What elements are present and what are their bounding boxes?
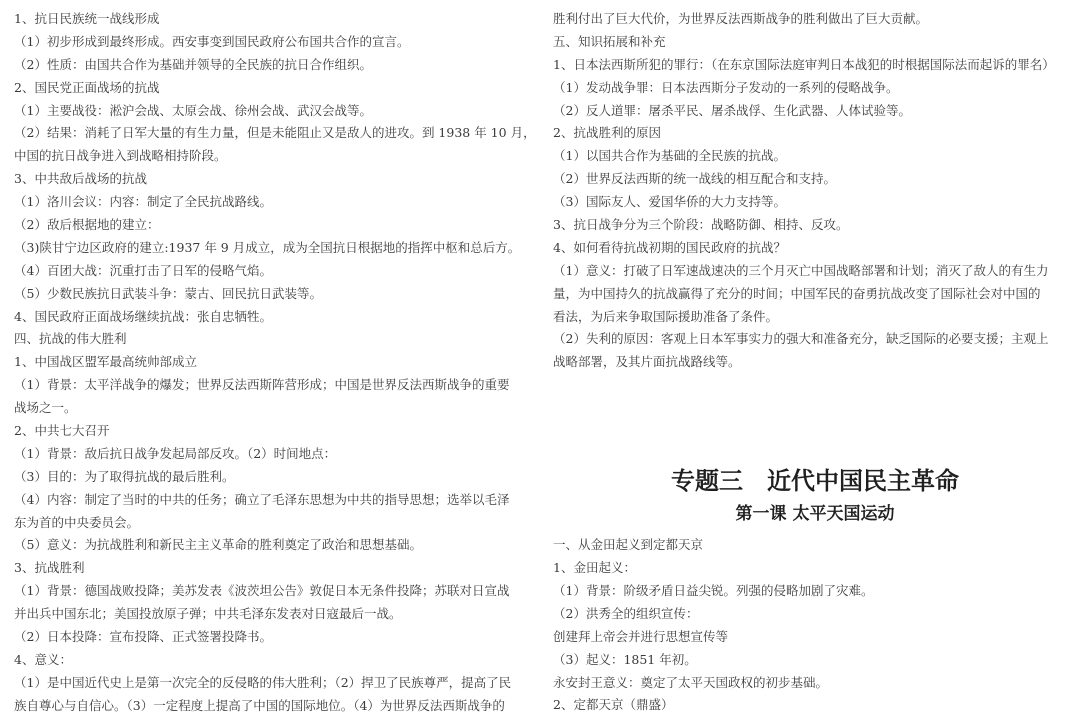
text-line: 2、国民党正面战场的抗战 <box>14 79 160 95</box>
text-line: （1）以国共合作为基础的全民族的抗战。 <box>553 148 786 164</box>
text-line: （2）敌后根据地的建立： <box>14 217 160 233</box>
text-line: 创建拜上帝会并进行思想宣传等 <box>553 628 729 644</box>
text-line: 4、如何看待抗战初期的国民政府的抗战？ <box>553 239 786 255</box>
text-line: （1）背景：阶级矛盾日益尖锐。列强的侵略加剧了灾难。 <box>553 583 874 599</box>
text-line: 1、日本法西斯所犯的罪行：（在东京国际法庭审判日本战犯的时根据国际法而起诉的罪名） <box>553 56 1055 72</box>
text-line: （2）性质：由国共合作为基础并领导的全民族的抗日合作组织。 <box>14 56 372 72</box>
text-line: 2、定都天京（鼎盛） <box>553 697 674 713</box>
text-line: （1）背景：太平洋战争的爆发；世界反法西斯阵营形成；中国是世界反法西斯战争的重要 <box>14 377 510 393</box>
text-line: （3）国际友人、爱国华侨的大力支持等。 <box>553 194 786 210</box>
text-line: （2）洪秀全的组织宣传： <box>553 605 699 621</box>
text-line: 四、抗战的伟大胜利 <box>14 331 127 347</box>
text-line: 并出兵中国东北；美国投放原子弹；中共毛泽东发表对日寇最后一战。 <box>14 606 402 622</box>
text-line: （2）失利的原因：客观上日本军事实力的强大和准备充分，缺乏国际的必要支援；主观上 <box>553 331 1049 347</box>
text-line: 看法，为后来争取国际援助准备了条件。 <box>553 308 779 324</box>
text-line: 4、意义： <box>14 651 72 667</box>
text-line: （3)陕甘宁边区政府的建立:1937 年 9 月成立，成为全国抗日根据地的指挥中枢和总后方。 <box>14 239 521 255</box>
text-line: 3、抗战胜利 <box>14 560 85 576</box>
text-line: （5）少数民族抗日武装斗争：蒙古、回民抗日武装等。 <box>14 285 322 301</box>
text-line: （1）意义：打破了日军速战速决的三个月灭亡中国战略部署和计划；消灭了敌人的有生力 <box>553 262 1049 278</box>
text-line: 量，为中国持久的抗战赢得了充分的时间；中国军民的奋勇抗战改变了国际社会对中国的 <box>553 285 1041 301</box>
section-title: 专题三 近代中国民主革命 <box>671 466 959 496</box>
text-line: （1）是中国近代史上是第一次完全的反侵略的伟大胜利；（2）捍卫了民族尊严，提高了民 <box>14 674 512 690</box>
text-line: （4）内容：制定了当时的中共的任务；确立了毛泽东思想为中共的指导思想；选举以毛泽 <box>14 491 510 507</box>
text-line: （1）背景：德国战败投降；美苏发表《波茨坦公告》敦促日本无条件投降；苏联对日宣战 <box>14 583 510 599</box>
text-line: （3）起义：1851 年初。 <box>553 651 697 667</box>
text-line: （3）目的：为了取得抗战的最后胜利。 <box>14 468 235 484</box>
text-line: 中国的抗日战争进入到战略相持阶段。 <box>14 148 227 164</box>
text-line: 4、国民政府正面战场继续抗战：张自忠牺牲。 <box>14 308 272 324</box>
text-line: （1）洛川会议：内容：制定了全民抗战路线。 <box>14 194 272 210</box>
text-line: （2）结果：消耗了日军大量的有生力量，但是未能阻止又是敌人的进攻。到 1938 年 10 月， <box>14 125 536 141</box>
text-line: 一、从金田起义到定都天京 <box>553 537 704 553</box>
text-line: （2）日本投降：宣布投降、正式签署投降书。 <box>14 629 272 645</box>
text-line: （1）背景：敌后抗日战争发起局部反攻。（2）时间地点： <box>14 445 337 461</box>
text-line: （5）意义：为抗战胜利和新民主主义革命的胜利奠定了政治和思想基础。 <box>14 537 422 553</box>
text-line: 2、抗战胜利的原因 <box>553 125 661 141</box>
text-line: 五、知识拓展和补充 <box>553 33 666 49</box>
text-line: 族自尊心与自信心。（3）一定程度上提高了中国的国际地位。（4）为世界反法西斯战争的 <box>14 697 505 713</box>
text-line: 2、中共七大召开 <box>14 423 110 439</box>
right-column-bottom-text <box>553 534 1077 717</box>
left-column <box>14 8 538 718</box>
text-line: （1）初步形成到最终形成。西安事变到国民政府公布国共合作的宣言。 <box>14 33 410 49</box>
right-column <box>553 8 1077 717</box>
text-line: （2）世界反法西斯的统一战线的相互配合和支持。 <box>553 171 836 187</box>
text-line: 东为首的中央委员会。 <box>14 514 140 530</box>
text-line: 1、金田起义： <box>553 560 636 576</box>
text-line: 战场之一。 <box>14 400 77 416</box>
text-line: （4）百团大战：沉重打击了日军的侵略气焰。 <box>14 262 272 278</box>
right-column-top-text <box>553 8 1077 374</box>
text-line: 胜利付出了巨大代价，为世界反法西斯战争的胜利做出了巨大贡献。 <box>553 11 929 26</box>
text-line: 1、中国战区盟军最高统帅部成立 <box>14 354 197 370</box>
lesson-title: 第一课 太平天国运动 <box>735 504 895 525</box>
text-line: （1）发动战争罪：日本法西斯分子发动的一系列的侵略战争。 <box>553 79 899 95</box>
text-line: 3、中共敌后战场的抗战 <box>14 171 147 187</box>
text-line: 永安封王意义：奠定了太平天国政权的初步基础。 <box>553 674 829 690</box>
text-line: 战略部署，及其片面抗战路线等。 <box>553 354 741 370</box>
text-line: （2）反人道罪：屠杀平民、屠杀战俘、生化武器、人体试验等。 <box>553 102 911 118</box>
text-line: 3、抗日战争分为三个阶段：战略防御、相持、反攻。 <box>553 217 849 233</box>
text-line: （1）主要战役：淞沪会战、太原会战、徐州会战、武汉会战等。 <box>14 102 372 118</box>
text-line: 1、抗日民族统一战线形成 <box>14 11 160 26</box>
